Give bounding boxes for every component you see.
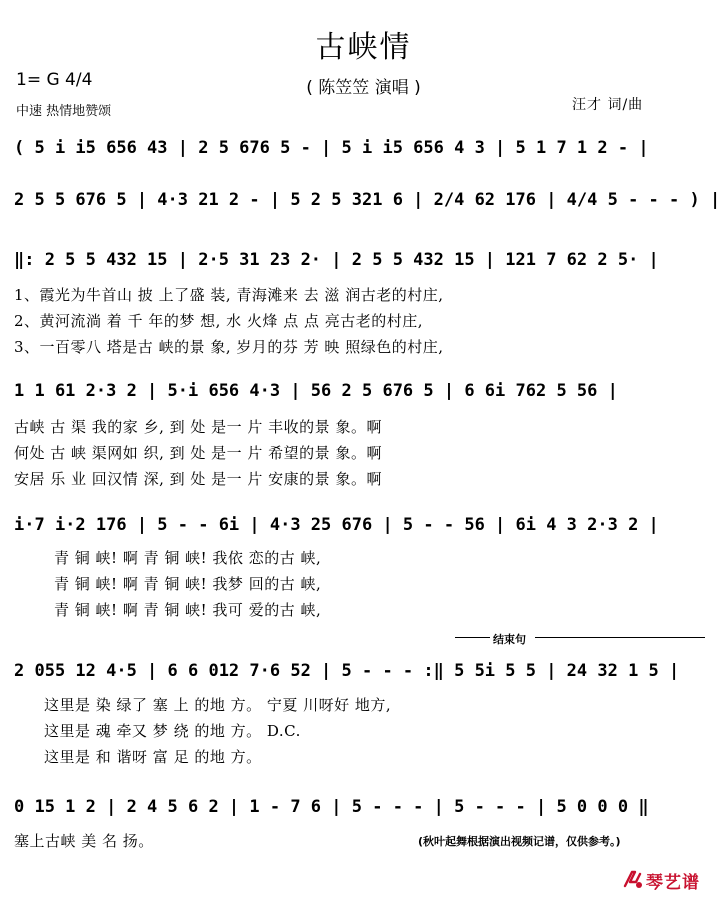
lyric-line-3-verse-2: 2、黄河流淌 着 千 年的梦 想, 水 火烽 点 点 亮古老的村庄, — [14, 312, 423, 330]
lyric-line-3-verse-3: 3、一百零八 塔是古 峡的景 象, 岁月的芬 芳 映 照绿色的村庄, — [14, 338, 444, 356]
brand-logo — [622, 866, 718, 892]
notation-line-6: 2 055 12 4·5 | 6 6 012 7·6 52 | 5 - - - :‖ 5 5i 5 5 | 24 32 1 5 | — [14, 661, 680, 681]
lyric-line-7-verse-1: 塞上古峡 美 名 扬。 — [14, 832, 154, 850]
author-credit: 汪才 词/曲 — [572, 97, 644, 113]
ending-label: 结束句 — [493, 633, 526, 646]
tempo-marking: 中速 热情地赞颂 — [16, 104, 112, 119]
notation-line-2: 2 5 5 676 5 | 4·3 21 2 - | 5 2 5 321 6 | 2/4 62 176 | 4/4 5 - - - ) | — [14, 190, 721, 210]
lyric-line-6-verse-1: 这里是 染 绿了 塞 上 的地 方。 宁夏 川呀好 地方, — [44, 696, 392, 714]
notation-line-4: 1 1 61 2·3 2 | 5·i 656 4·3 | 56 2 5 676 5 | 6 6i 762 5 56 | — [14, 381, 618, 401]
song-title: 古峡情 — [315, 30, 412, 65]
lyric-line-4-verse-1: 古峡 古 渠 我的家 乡, 到 处 是一 片 丰收的景 象。啊 — [14, 418, 382, 436]
lyric-line-5-verse-2: 青 铜 峡! 啊 青 铜 峡! 我梦 回的古 峡, — [54, 575, 322, 593]
lyric-line-4-verse-3: 安居 乐 业 回汉情 深, 到 处 是一 片 安康的景 象。啊 — [14, 470, 382, 488]
performer-subtitle: ( 陈笠笠 演唱 ) — [306, 78, 421, 98]
notation-line-5: i·7 i·2 176 | 5 - - 6i | 4·3 25 676 | 5 - - 56 | 6i 4 3 2·3 2 | — [14, 515, 659, 535]
lyric-line-6-verse-2: 这里是 魂 牵又 梦 绕 的地 方。 D.C. — [44, 722, 301, 740]
lyric-line-4-verse-2: 何处 古 峡 渠网如 织, 到 处 是一 片 希望的景 象。啊 — [14, 444, 382, 462]
music-note-icon — [622, 868, 644, 890]
lyric-line-6-verse-3: 这里是 和 谐呀 富 足 的地 方。 — [44, 748, 262, 766]
key-signature: 1= G 4/4 — [16, 70, 93, 90]
notation-line-7: 0 15 1 2 | 2 4 5 6 2 | 1 - 7 6 | 5 - - - | 5 - - - | 5 0 0 0 ‖ — [14, 797, 649, 817]
ending-bracket-right — [535, 637, 705, 638]
brand-name: 琴艺谱 — [646, 873, 700, 893]
lyric-line-5-verse-1: 青 铜 峡! 啊 青 铜 峡! 我依 恋的古 峡, — [54, 549, 322, 567]
ending-bracket-left — [455, 637, 490, 638]
transcription-footnote: (秋叶起舞根据演出视频记谱，仅供参考。) — [418, 835, 621, 848]
notation-line-3: ‖: 2 5 5 432 15 | 2·5 31 23 2· | 2 5 5 432 15 | 121 7 62 2 5· | — [14, 250, 659, 270]
notation-line-1: ( 5 i i5 656 43 | 2 5 676 5 - | 5 i i5 656 4 3 | 5 1 7 1 2 - | — [14, 138, 649, 158]
lyric-line-5-verse-3: 青 铜 峡! 啊 青 铜 峡! 我可 爱的古 峡, — [54, 601, 322, 619]
lyric-line-3-verse-1: 1、霞光为牛首山 披 上了盛 装, 青海滩来 去 滋 润古老的村庄, — [14, 286, 444, 304]
